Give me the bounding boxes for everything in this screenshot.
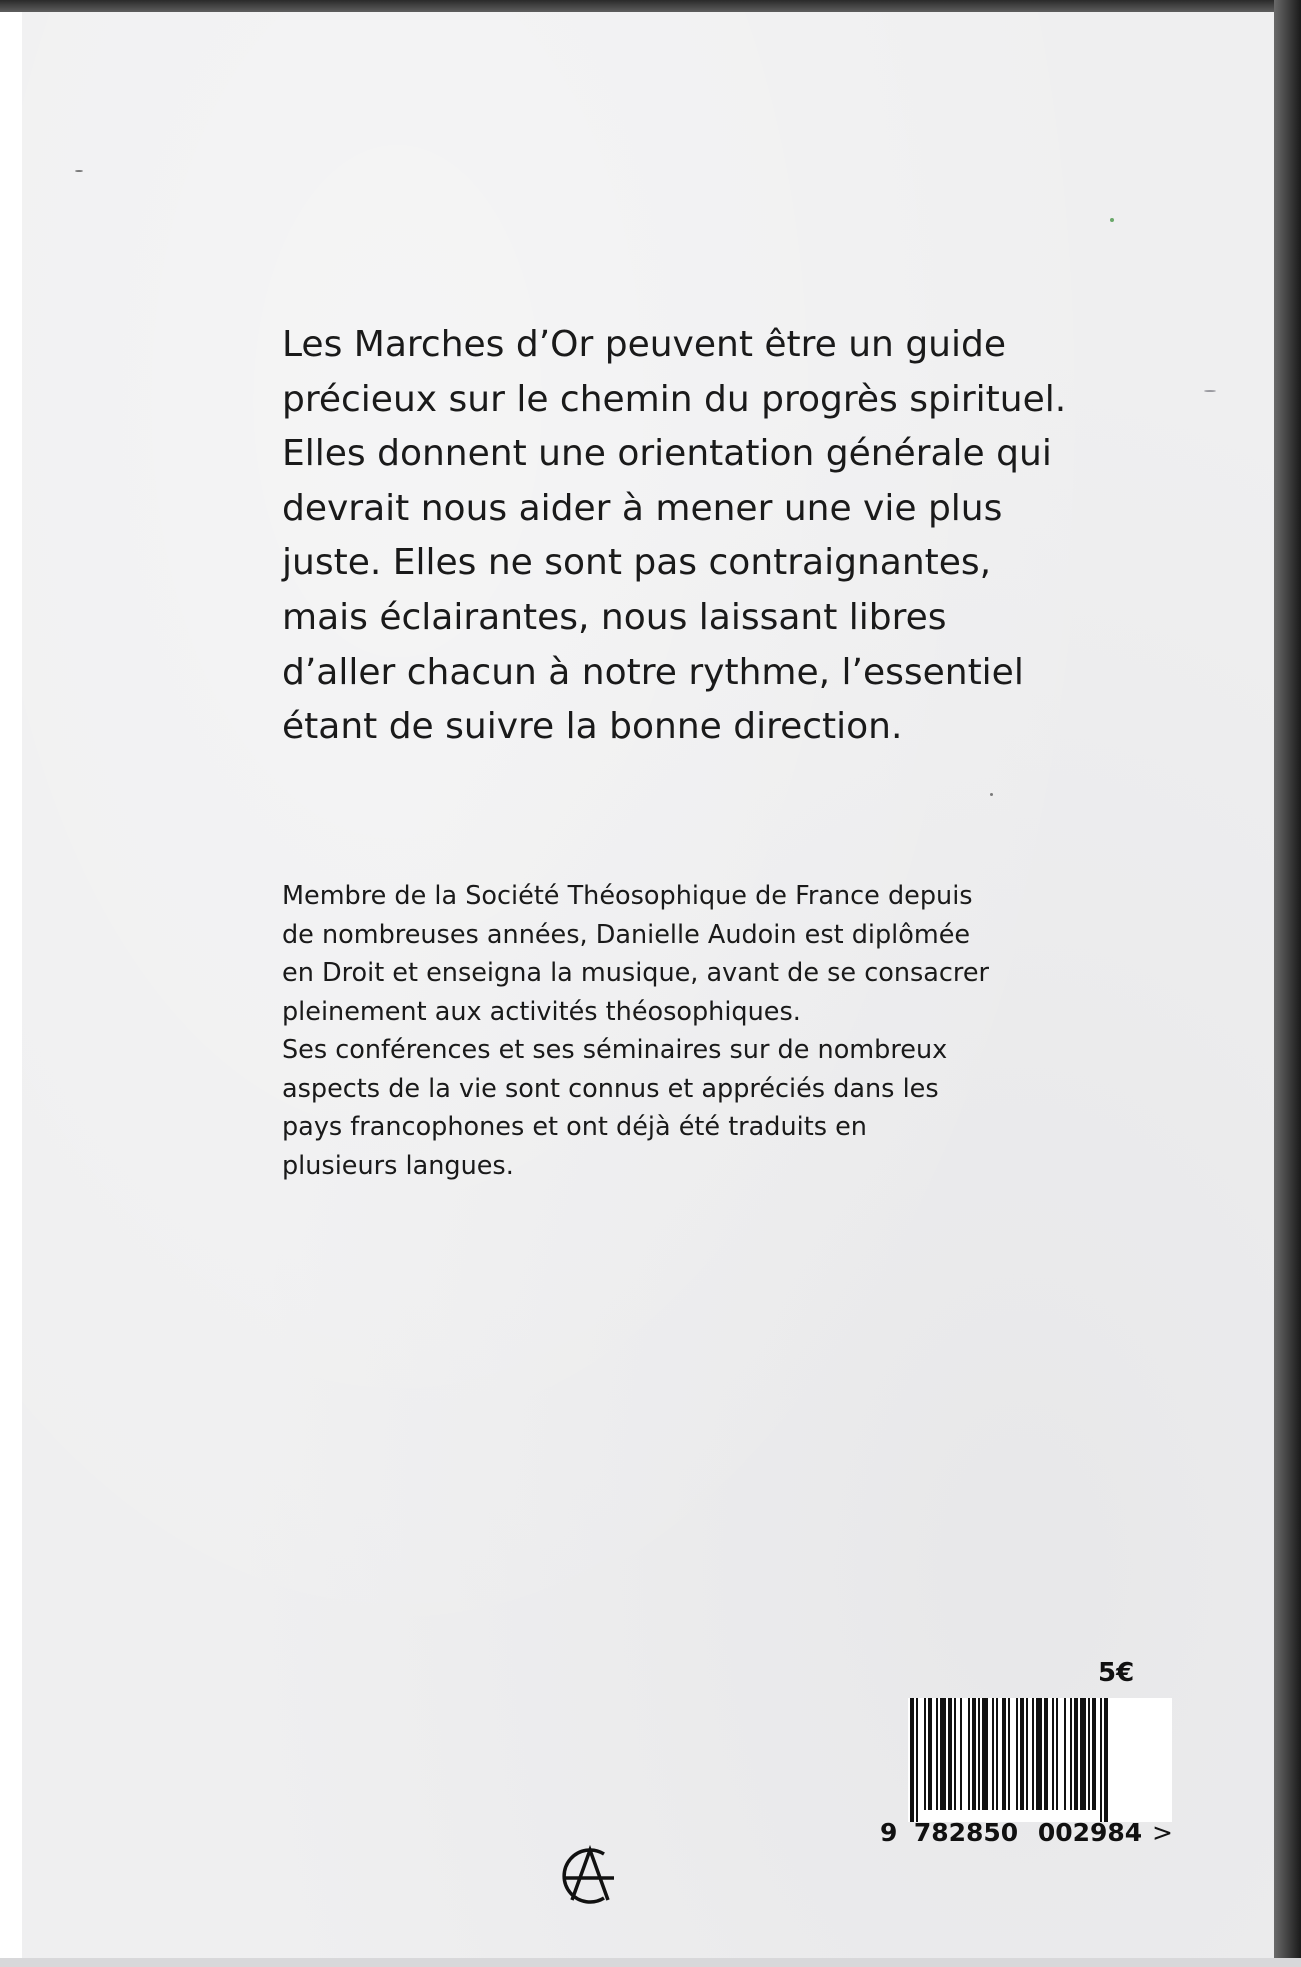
paper-speck xyxy=(1204,390,1216,392)
barcode-bar xyxy=(936,1698,938,1810)
isbn-group-left: 782850 xyxy=(913,1818,1019,1847)
barcode-bar xyxy=(1088,1698,1090,1810)
barcode-bar xyxy=(972,1698,976,1810)
scan-edge-right xyxy=(1274,0,1301,1967)
barcode-bar xyxy=(1056,1698,1058,1810)
bio-line: en Droit et enseigna la musique, avant de se consacrer xyxy=(282,958,990,988)
scan-edge-bottom xyxy=(0,1958,1301,1967)
bio-line: de nombreuses années, Danielle Audoin est diplômée xyxy=(282,919,971,950)
barcode-bar xyxy=(1008,1698,1010,1810)
barcode-bar xyxy=(910,1698,914,1822)
barcode-bar xyxy=(1016,1698,1018,1810)
summary-paragraph xyxy=(282,318,1067,755)
barcode-bar xyxy=(1020,1698,1024,1810)
isbn-group-right: 002984 xyxy=(1037,1818,1143,1847)
isbn-barcode xyxy=(880,1698,1180,1858)
summary-line: Elles donnent une orientation générale qui xyxy=(282,433,1052,475)
barcode-bar xyxy=(948,1698,952,1810)
barcode-bar xyxy=(992,1698,994,1810)
isbn-digits xyxy=(880,1818,1180,1847)
barcode-bar xyxy=(1002,1698,1006,1810)
barcode-bar xyxy=(1070,1698,1072,1810)
summary-line: juste. Elles ne sont pas contraignantes, xyxy=(282,542,992,584)
barcode-bar xyxy=(1104,1698,1108,1822)
barcode-bar xyxy=(1044,1698,1048,1810)
summary-line: mais éclairantes, nous laissant libres xyxy=(282,596,947,638)
barcode-bar xyxy=(960,1698,962,1810)
summary-line: précieux sur le chemin du progrès spirituel. xyxy=(282,378,1067,420)
barcode-bar xyxy=(924,1698,926,1810)
summary-line: devrait nous aider à mener une vie plus xyxy=(282,487,1003,529)
barcode-bar xyxy=(996,1698,998,1810)
barcode-bar xyxy=(940,1698,946,1810)
summary-line: Les Marches d’Or peuvent être un guide xyxy=(282,324,1006,365)
bio-line: Ses conférences et ses séminaires sur de nombreux xyxy=(282,1035,948,1065)
paper-speck xyxy=(1110,218,1114,222)
scan-edge-top xyxy=(0,0,1301,12)
barcode-bar xyxy=(982,1698,988,1810)
paper-speck xyxy=(75,170,83,172)
bio-line: pleinement aux activités théosophiques. xyxy=(282,996,801,1027)
barcode-bar xyxy=(1074,1698,1078,1810)
barcode-bar xyxy=(1080,1698,1086,1810)
barcode-bar xyxy=(978,1698,980,1810)
author-bio-paragraph xyxy=(282,877,990,1185)
price-label: 5€ xyxy=(1098,1658,1135,1688)
barcode-bar xyxy=(1036,1698,1042,1810)
bio-line: pays francophones et ont déjà été traduits en xyxy=(282,1112,867,1142)
bio-line: Membre de la Société Théosophique de France depuis xyxy=(282,881,973,911)
barcode-bar xyxy=(1064,1698,1066,1810)
paper-speck xyxy=(990,793,993,796)
barcode-bar xyxy=(928,1698,932,1810)
isbn-prefix-digit: 9 xyxy=(880,1818,898,1847)
barcode-bars xyxy=(908,1698,1172,1822)
barcode-bar xyxy=(1052,1698,1054,1810)
publisher-monogram-icon xyxy=(552,1840,624,1912)
isbn-arrow: > xyxy=(1152,1818,1173,1847)
summary-line: étant de suivre la bonne direction. xyxy=(282,706,903,748)
barcode-bar xyxy=(916,1698,918,1822)
bio-line: aspects de la vie sont connus et appréciés dans les xyxy=(282,1073,939,1104)
summary-line: d’aller chacun à notre rythme, l’essentiel xyxy=(282,651,1024,693)
barcode-bar xyxy=(1032,1698,1034,1810)
bio-line: plusieurs langues. xyxy=(282,1150,514,1181)
barcode-bar xyxy=(1092,1698,1096,1810)
barcode-bar xyxy=(954,1698,956,1810)
barcode-bar xyxy=(1026,1698,1028,1810)
barcode-bar xyxy=(1100,1698,1102,1822)
barcode-bar xyxy=(968,1698,970,1810)
